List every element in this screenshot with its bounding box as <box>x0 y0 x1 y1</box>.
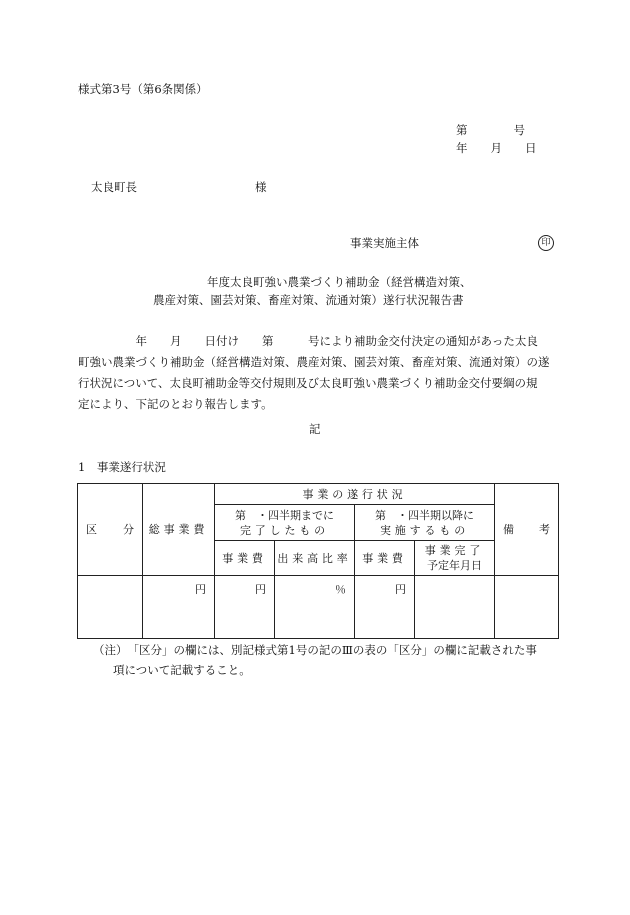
header-category: 区 分 <box>78 484 143 576</box>
body-paragraph <box>78 331 553 415</box>
status-table <box>77 483 559 639</box>
cell-completion-ratio: ％ <box>275 576 355 639</box>
header-status-group: 事業の遂行状況 <box>215 484 495 505</box>
date-line: 年 月 日 <box>456 141 537 155</box>
cell-category <box>78 576 143 639</box>
form-number: 様式第3号（第6条関係） <box>78 82 208 96</box>
footnote-line1: （注） 「区分」の欄には、別記様式第1号の記のⅢの表の「区分」の欄に記載された事 <box>93 643 537 657</box>
body-line: 定により、下記のとおり報告します。 <box>78 397 273 411</box>
cell-remarks <box>495 576 559 639</box>
cell-completion-date <box>415 576 495 639</box>
seal-mark: 印 <box>538 235 554 251</box>
document-title-line2: 農産対策、園芸対策、畜産対策、流通対策）遂行状況報告書 <box>153 293 464 307</box>
addressee-honorific: 様 <box>255 180 267 194</box>
header-completion-date: 事業完了 予定年月日 <box>415 541 495 576</box>
section-title: 1 事業遂行状況 <box>78 460 166 474</box>
header-completed-by-quarter: 第 ・四半期までに 完了したもの <box>215 505 355 541</box>
implementing-entity-label: 事業実施主体 <box>350 236 419 250</box>
body-line: 年 月 日付け 第 号により補助金交付決定の通知があった太良 <box>78 334 538 348</box>
cell-total-cost: 円 <box>143 576 215 639</box>
header-completion-ratio: 出来高比率 <box>275 541 355 576</box>
cell-cost-completed: 円 <box>215 576 275 639</box>
body-line: 行状況について、太良町補助金等交付規則及び太良町強い農業づくり補助金交付要綱の規 <box>78 376 538 390</box>
footnote <box>93 640 553 680</box>
header-implemented-after-quarter: 第 ・四半期以降に 実施するもの <box>355 505 495 541</box>
document-number-line: 第 号 <box>456 123 525 137</box>
body-line: 町強い農業づくり補助金（経営構造対策、農産対策、園芸対策、畜産対策、流通対策）の遂 <box>78 355 550 369</box>
header-remarks: 備 考 <box>495 484 559 576</box>
header-cost-planned: 事業費 <box>355 541 415 576</box>
addressee-name: 太良町長 <box>91 180 137 194</box>
header-cost-completed: 事業費 <box>215 541 275 576</box>
document-title-line1: 年度太良町強い農業づくり補助金（経営構造対策、 <box>207 275 472 289</box>
cell-cost-planned: 円 <box>355 576 415 639</box>
header-total-cost: 総事業費 <box>143 484 215 576</box>
addressee <box>91 180 267 194</box>
footnote-line2: 項について記載すること。 <box>113 663 251 677</box>
ki-heading: 記 <box>309 422 321 436</box>
